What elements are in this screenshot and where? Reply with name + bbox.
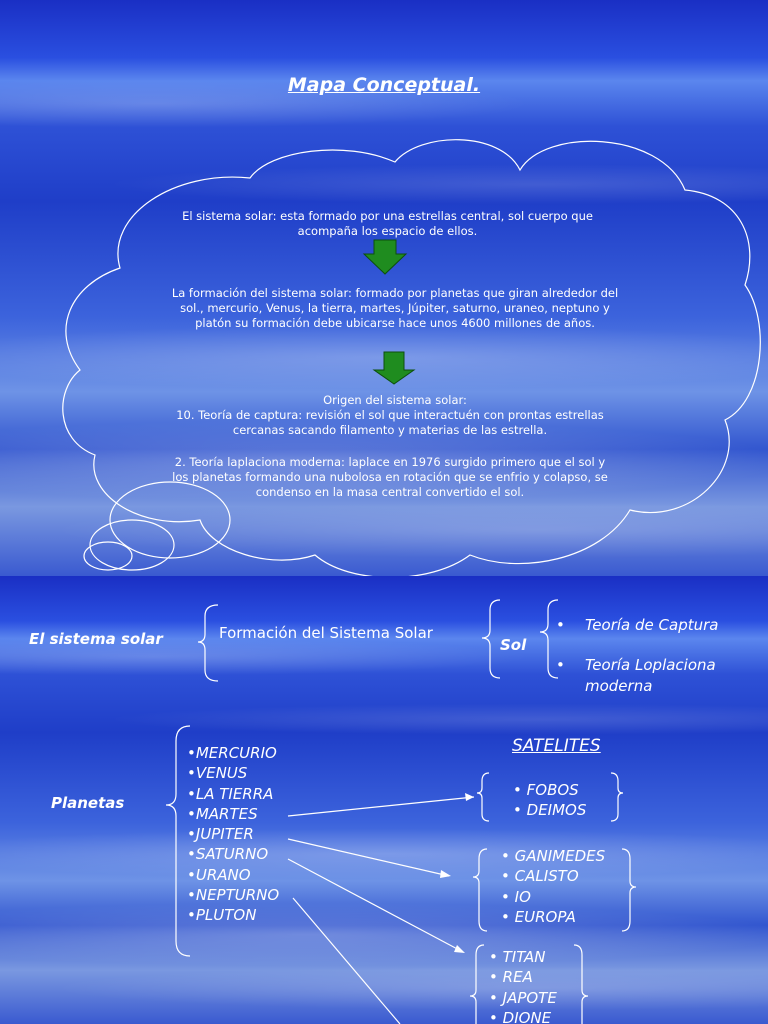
list-item: •SATURNO	[187, 845, 269, 864]
list-item: •URANO	[187, 865, 251, 884]
cloud-text-theory-capture: 10. Teoría de captura: revisión el sol que interactuén con prontas estrellas cercanas sacando filamento y materias de las estrella.	[176, 408, 604, 437]
mars-moons-list	[513, 780, 586, 821]
list-item: • IO	[501, 887, 531, 906]
saturn-moons-list	[489, 947, 557, 1024]
cloud-outline	[63, 140, 760, 576]
node-formacion: Formación del Sistema Solar	[219, 624, 433, 642]
arrow-down-icon	[374, 352, 414, 384]
brace-sol	[482, 600, 500, 678]
brace-mars-left	[477, 773, 489, 821]
root-node-sistema-solar: El sistema solar	[29, 630, 163, 648]
list-item: • DIONE	[489, 1008, 552, 1024]
cloud-text-theory-laplace: 2. Teoría laplaciona moderna: laplace en 1976 surgido primero que el sol y los planetas formando una nubolosa en rotación que se enfrio y colapso, se condenso en la masa central convertido el sol.	[172, 455, 608, 499]
cloud-text-origin-heading: Origen del sistema solar:	[323, 393, 467, 407]
list-item: • REA	[489, 968, 533, 987]
list-item: • EUROPA	[501, 907, 576, 926]
cloud-bubble-medium	[90, 520, 174, 570]
list-item: • GANIMEDES	[501, 847, 606, 865]
arrowhead-icon	[465, 793, 474, 801]
slide-sistema-solar	[0, 576, 768, 1024]
brace-mars-right	[611, 773, 623, 821]
cloud-text-definition: El sistema solar: esta formado por una estrellas central, sol cuerpo que acompaña los espacio de ellos.	[182, 209, 593, 238]
planet-list	[187, 743, 279, 926]
list-item: • JAPOTE	[489, 988, 557, 1007]
brace-jupiter-right	[622, 849, 636, 931]
satelites-heading: SATELITES	[512, 736, 601, 756]
node-planetas: Planetas	[51, 794, 125, 812]
connector-mars	[288, 797, 474, 816]
arrowhead-icon	[454, 945, 465, 953]
list-item: •JUPITER	[187, 825, 254, 844]
cloud-text-formation: La formación del sistema solar: formado por planetas que giran alrededor del sol., mercurio, Venus, la tierra, martes, Júpiter, saturno, uraneo, neptuno y platón su formación debe ubicarse hace unos 4600 millones de años.	[171, 286, 619, 330]
list-item: •VENUS	[187, 764, 248, 783]
jupiter-moons-list	[501, 846, 605, 927]
list-item: •NEPTURNO	[187, 886, 280, 905]
list-item: •LA TIERRA	[187, 784, 274, 803]
bullet: •	[556, 616, 565, 634]
list-item: • DEIMOS	[513, 801, 587, 820]
list-item: •PLUTON	[187, 906, 257, 925]
list-item: • TITAN	[489, 948, 546, 966]
list-item: •MERCURIO	[187, 744, 277, 762]
bullet: •	[556, 656, 565, 674]
connector-neptune	[293, 898, 400, 1024]
node-sol: Sol	[500, 636, 527, 654]
arrowhead-icon	[440, 870, 451, 878]
brace-saturn-right	[574, 945, 588, 1024]
arrow-down-icon	[364, 240, 406, 274]
node-teoria-laplaciona: Teoría Loplaciona	[585, 656, 716, 674]
brace-formation	[198, 605, 218, 681]
list-item: •MARTES	[187, 804, 258, 823]
brace-saturn-left	[470, 945, 484, 1024]
node-teoria-laplaciona-line2: moderna	[585, 677, 653, 695]
page-title: Mapa Conceptual.	[287, 74, 481, 96]
list-item: • FOBOS	[513, 781, 579, 799]
brace-jupiter-left	[473, 849, 487, 931]
list-item: • CALISTO	[501, 867, 579, 886]
connector-jupiter	[288, 839, 449, 876]
node-teoria-captura: Teoría de Captura	[585, 616, 719, 634]
